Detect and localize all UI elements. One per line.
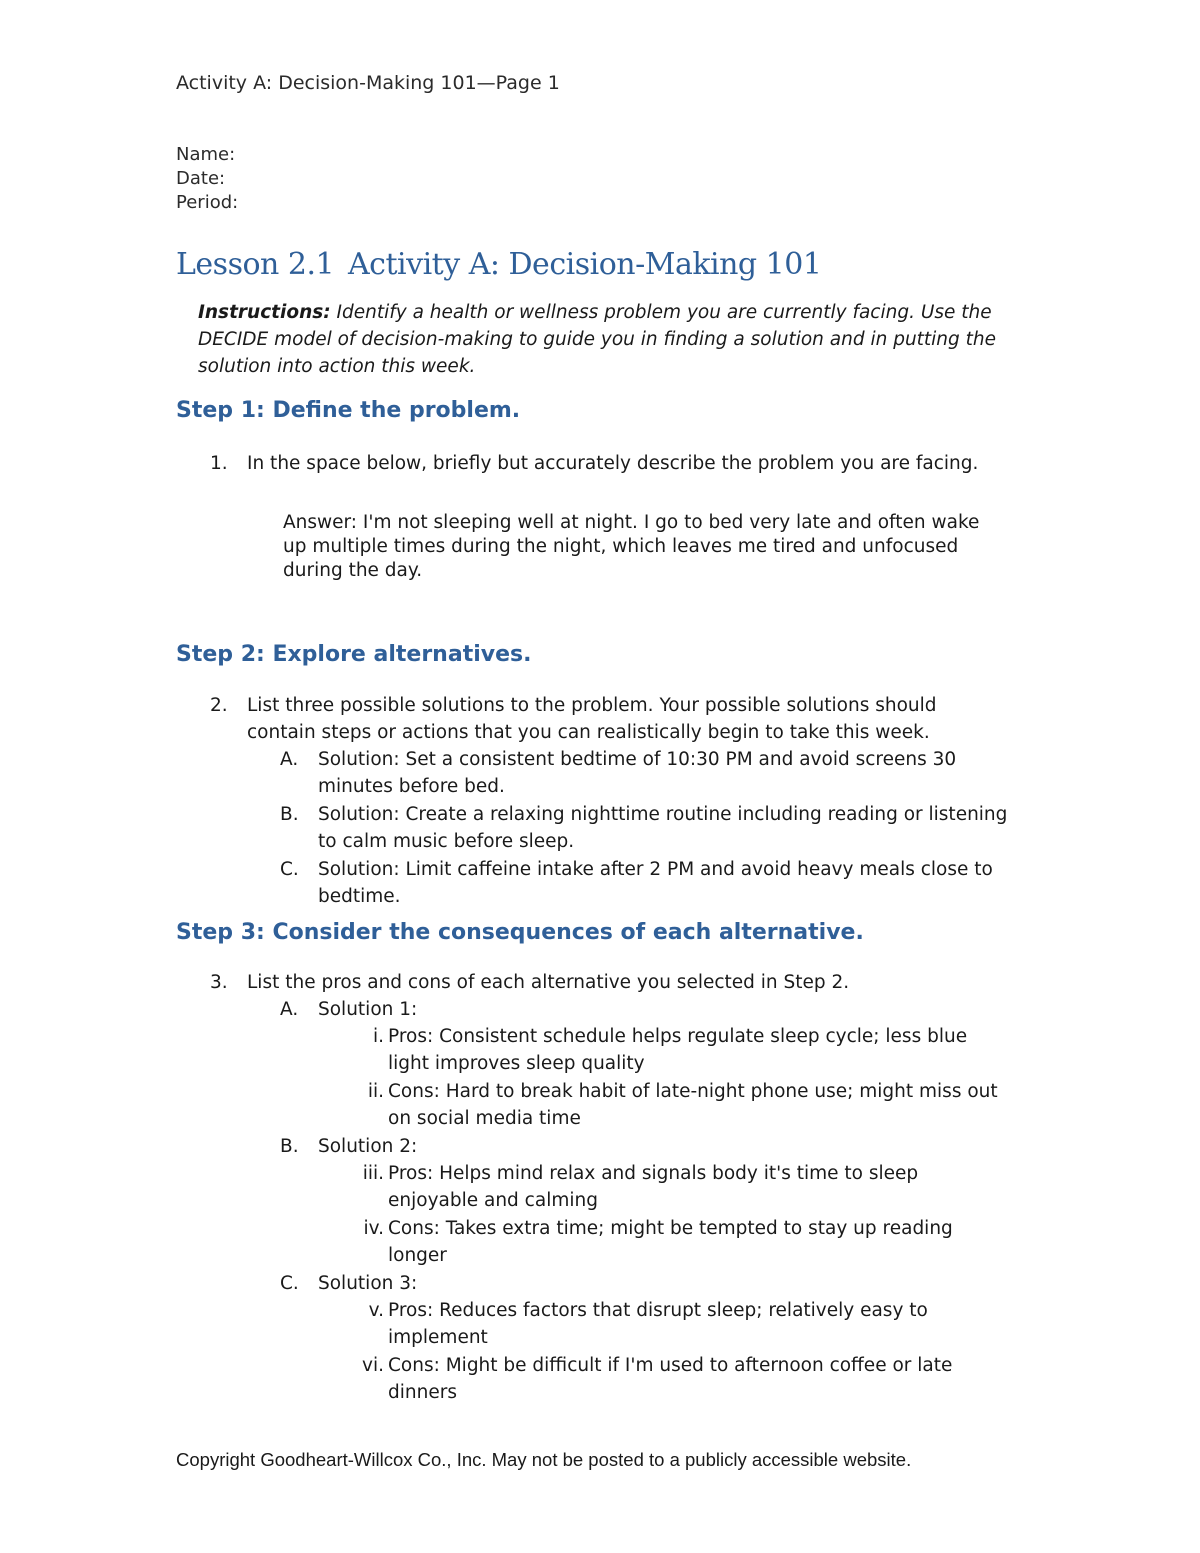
instructions-label: Instructions: [198, 302, 331, 323]
solution-letter: C. [280, 859, 299, 880]
pros-text: Pros: Reduces factors that disrupt sleep; relatively easy to implement [388, 1300, 928, 1348]
student-info [176, 143, 238, 215]
question-number: 2. [210, 695, 228, 716]
copyright-footer: Copyright Goodheart-Willcox Co., Inc. May not be posted to a publicly accessible website. [176, 1449, 912, 1470]
question-text: In the space below, briefly but accurately describe the problem you are facing. [247, 453, 979, 474]
item-numeral: i. [372, 1026, 384, 1047]
question-number: 1. [210, 453, 228, 474]
answer-text: Answer: I'm not sleeping well at night. I go to bed very late and often wake up multiple times during the night, which leaves me tired and unfocused during the day. [283, 512, 980, 581]
instructions [198, 299, 1008, 380]
solution-item [280, 746, 1010, 800]
item-numeral: vi. [362, 1355, 384, 1376]
cons-text: Cons: Takes extra time; might be tempted to stay up reading longer [388, 1218, 953, 1266]
cons-text: Cons: Might be difficult if I'm used to afternoon coffee or late dinners [388, 1355, 953, 1403]
question-text: List the pros and cons of each alternative you selected in Step 2. [247, 972, 850, 993]
lesson-title [176, 247, 821, 282]
cons-item [346, 1078, 1011, 1132]
page-header: Activity A: Decision-Making 101—Page 1 [176, 72, 560, 94]
pros-item [346, 1023, 1011, 1077]
name-label: Name: [176, 144, 236, 165]
lesson-number: Lesson 2.1 [176, 247, 335, 282]
solution-letter: B. [280, 1136, 299, 1157]
solution-item [280, 801, 1010, 855]
item-numeral: iv. [363, 1218, 384, 1239]
cons-item [346, 1215, 1011, 1269]
solution-letter: A. [280, 749, 299, 770]
cons-item [346, 1352, 1011, 1406]
solution-letter: A. [280, 999, 299, 1020]
question-1 [210, 450, 1010, 477]
period-label: Period: [176, 192, 239, 213]
date-label: Date: [176, 168, 226, 189]
step3-heading: Step 3: Consider the consequences of each alternative. [176, 920, 864, 945]
cons-text: Cons: Hard to break habit of late-night phone use; might miss out on social media time [388, 1081, 998, 1129]
activity-title: Activity A: Decision-Making 101 [348, 247, 822, 282]
item-numeral: ii. [367, 1081, 384, 1102]
item-numeral: iii. [362, 1163, 384, 1184]
question-number: 3. [210, 972, 228, 993]
step2-heading: Step 2: Explore alternatives. [176, 642, 532, 667]
instructions-text: Identify a health or wellness problem you are currently facing. Use the DECIDE model of decision-making to guide you in finding a solution and in putting the solution into action this week. [198, 302, 997, 377]
solution-label: Solution 1: [318, 999, 418, 1020]
solution-text: Solution: Limit caffeine intake after 2 PM and avoid heavy meals close to bedtime. [318, 859, 993, 907]
pros-text: Pros: Consistent schedule helps regulate sleep cycle; less blue light improves sleep quality [388, 1026, 968, 1074]
item-numeral: v. [368, 1300, 384, 1321]
solution-text: Solution: Create a relaxing nighttime routine including reading or listening to calm music before sleep. [318, 804, 1008, 852]
solution-item [280, 856, 1010, 910]
solution-item [280, 1270, 1010, 1297]
pros-text: Pros: Helps mind relax and signals body it's time to sleep enjoyable and calming [388, 1163, 919, 1211]
question-2 [210, 692, 1010, 746]
pros-item [346, 1297, 1011, 1351]
solution-label: Solution 2: [318, 1136, 418, 1157]
solution-label: Solution 3: [318, 1273, 418, 1294]
question-text: List three possible solutions to the problem. Your possible solutions should contain steps or actions that you can realistically begin to take this week. [247, 695, 937, 743]
solution-item [280, 1133, 1010, 1160]
question-3 [210, 969, 1010, 996]
step1-heading: Step 1: Define the problem. [176, 398, 521, 423]
solution-letter: B. [280, 804, 299, 825]
solution-text: Solution: Set a consistent bedtime of 10:30 PM and avoid screens 30 minutes before bed. [318, 749, 957, 797]
solution-letter: C. [280, 1273, 299, 1294]
solution-item [280, 996, 1010, 1023]
pros-item [346, 1160, 1011, 1214]
